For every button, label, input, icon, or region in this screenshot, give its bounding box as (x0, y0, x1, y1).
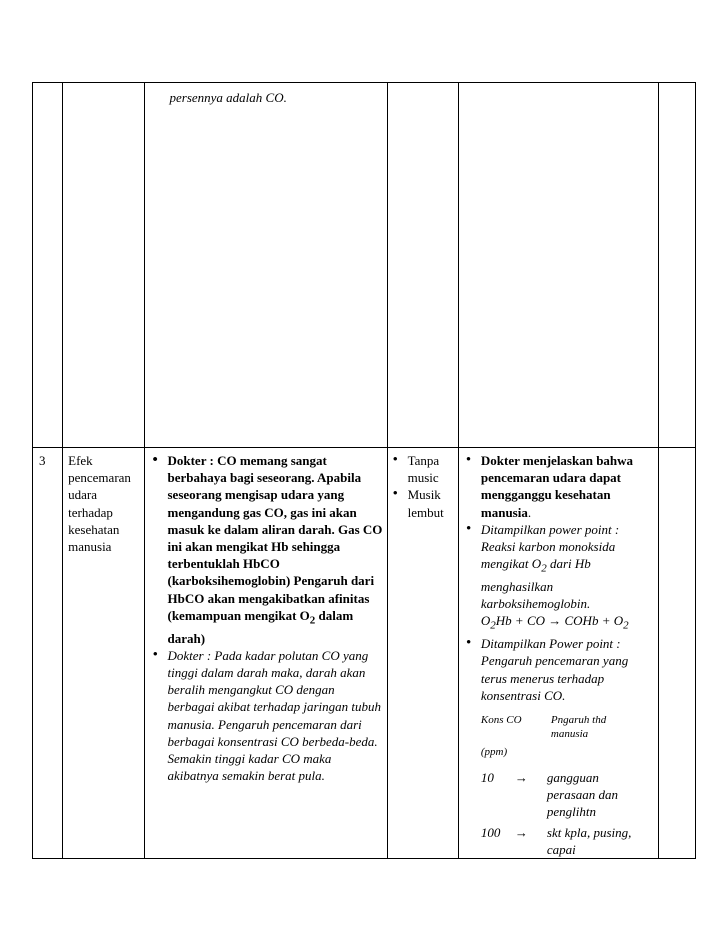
dialog-cell (145, 448, 387, 859)
list-item: • Dokter : CO memang sangat berbahaya bagi seseorang. Apabila seseorang mengisap udara yang mengandung gas CO, gas ini akan masuk ke dalam aliran darah. Gas CO ini akan mengikat Hb sehingga terbentuklah HbCO (karboksihemoglobin) Pengaruh dari HbCO akan mengakibatkan afinitas (kemampuan mengikat $O_2$ dalam darah) (167, 452, 382, 647)
list-item: • Dokter : Pada kadar polutan CO yang tinggi dalam darah maka, darah akan beralih mengangkut CO dengan berbagai akibat terhadap jaringan tubuh manusia. Pengaruh pencemaran dari berbagai konsentrasi CO berbeda-beda. Semakin tinggi kadar CO maka akibatnya semakin berat pula. (167, 647, 382, 785)
concentration-table (459, 713, 658, 858)
dialog-list (145, 448, 386, 784)
list-item: • Ditampilkan Power point : Pengaruh pencemaran yang terus menerus terhadap konsentrasi CO. (481, 635, 654, 704)
kons-header: Kons CO (480, 714, 522, 727)
dialog-cell (145, 83, 387, 448)
list-item: • Dokter menjelaskan bahwa pencemaran udara dapat mengganggu kesehatan manusia. (481, 452, 654, 521)
reaction-equation: $O_2Hb$ + CO → COHb + $O_2$ (480, 613, 629, 633)
notes-cell (658, 83, 695, 448)
number-cell (33, 83, 63, 448)
arrow-icon: → (514, 770, 528, 786)
activity-cell (458, 83, 658, 448)
topic-cell (63, 83, 145, 448)
table-row (33, 83, 696, 448)
kons-row: 100 → skt kpla, pusing, capai (480, 825, 632, 858)
topic-text: Efek pencemaran udara terhadap kesehatan manusia (68, 453, 131, 555)
number-cell (33, 448, 63, 859)
media-cell (387, 448, 458, 859)
unit-label: (ppm) (480, 746, 508, 759)
media-list (388, 448, 458, 521)
topic-cell (63, 448, 145, 859)
activity-cell (458, 448, 658, 859)
kons-row: 10 → gangguan perasaan dan penglihtn (480, 770, 619, 820)
list-item: • Ditampilkan power point : Reaksi karbon monoksida mengikat $O_2$ dari Hb menghasilkan karboksihemoglobin. $O_2Hb$ + CO → COHb + $O_2$ (481, 521, 654, 635)
continued-text: persennya adalah CO. (169, 90, 287, 105)
list-item: • Musik lembut (408, 486, 454, 520)
arrow-icon: → (514, 825, 528, 841)
list-item: • Tanpa music (408, 452, 454, 486)
lesson-plan-table (32, 82, 696, 859)
notes-cell (658, 448, 695, 859)
table-row (33, 448, 696, 859)
activity-list (459, 448, 658, 704)
row-number: 3 (39, 453, 46, 468)
effect-header: Pngaruh thd manusia (550, 714, 607, 741)
media-cell (387, 83, 458, 448)
